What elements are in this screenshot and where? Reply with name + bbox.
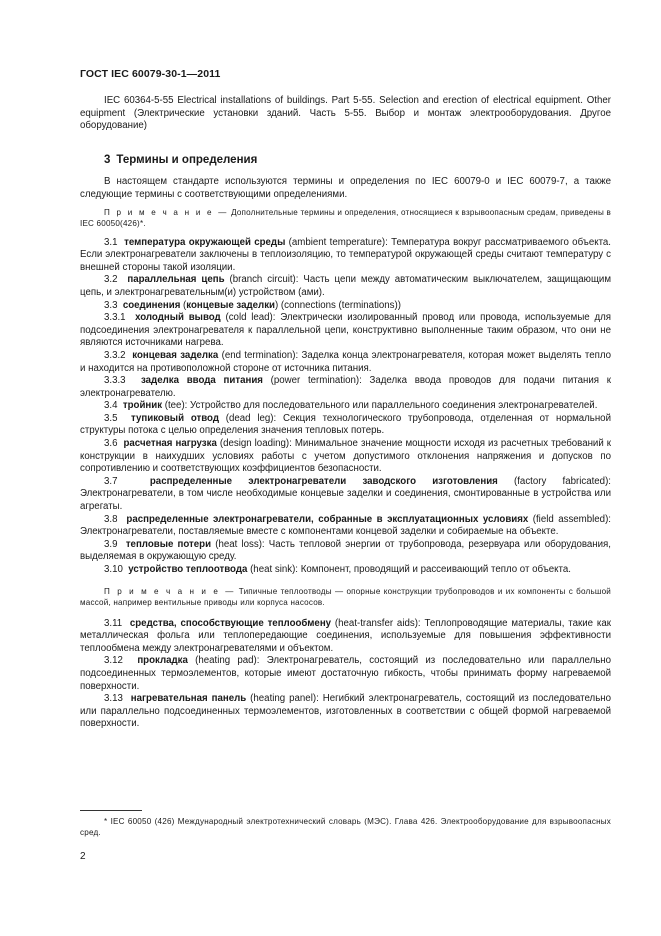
term-name: распределенные электронагреватели заводского изготовления	[149, 475, 498, 487]
term-name: заделка ввода питания	[140, 375, 263, 387]
term-name-alt: концевые заделки	[186, 299, 275, 311]
term-name: прокладка	[137, 655, 188, 667]
term-name: тройник	[122, 400, 163, 412]
term-definition: (heating panel): Негибкий электронагреватель, состоящий из последовательно или параллельно подсоединенных термоэлементов, изготовленных в соответствии с общей формой нагреваемой поверхности.	[80, 693, 611, 730]
term-number: 3.4	[104, 400, 118, 412]
term-3-11	[80, 618, 611, 656]
term-3-10	[80, 564, 611, 577]
term-name: параллельная цепь	[127, 274, 225, 286]
term-number: 3.8	[104, 513, 118, 525]
term-definition: (heat sink): Компонент, проводящий и рассеивающий тепло от объекта.	[247, 564, 571, 575]
term-definition: ) (connections (terminations))	[275, 299, 401, 311]
term-name: расчетная нагрузка	[123, 438, 217, 450]
term-definition: (heat-transfer aids): Теплопроводящие материалы, такие как металлическая фольга или теплопередающие соединения, используемые для повышения эффективности теплообмена между электронагревателями и объектом.	[80, 617, 612, 654]
note-text: Типичные теплоотводы — опорные конструкции трубопроводов и их компоненты с большой массой, например вентильные приводы или корпуса насосов.	[80, 586, 611, 607]
term-definition: (heat loss): Часть тепловой энергии от трубопровода, резервуара или оборудования, выделяемая в окружающую среду.	[80, 538, 611, 563]
term-definition: (design loading): Минимальное значение мощности исходя из расчетных требований к конструкции в наихудших условиях работы с учетом допустимого отклонения напряжения и допусков по сопротивлению и соответствующих коэффициентов безопасности.	[80, 438, 612, 475]
term-name: распределенные электронагреватели, собранные в эксплуатационных условиях	[126, 513, 529, 525]
term-3-7	[80, 476, 611, 514]
term-number: 3.6	[104, 438, 118, 450]
reference-entry: IEC 60364-5-55 Electrical installations of buildings. Part 5-55. Selection and erection of electrical equipment. Other equipment (Электрические установки зданий. Часть 5-55. Выбор и монтаж электрооборудования. Другое оборудование)	[80, 95, 611, 132]
term-number: 3.11	[104, 617, 123, 629]
term-3-3-1	[80, 312, 611, 350]
term-3-3-3	[80, 375, 611, 400]
footnote-divider	[80, 810, 142, 811]
term-name: устройство теплоотвода	[128, 564, 248, 575]
footnote: * IEC 60050 (426) Международный электротехнический словарь (МЭС). Глава 426. Электрооборудование для взрывоопасных сред.	[80, 817, 611, 838]
document-body	[80, 95, 611, 731]
term-3-2	[80, 274, 611, 299]
term-3-4	[80, 400, 611, 413]
term-3-3	[80, 300, 611, 313]
term-name: нагревательная панель	[130, 693, 247, 705]
term-name: тупиковый отвод	[131, 412, 220, 424]
term-definition: (power termination): Заделка ввода проводов для подачи питания к электронагревателю.	[80, 375, 611, 399]
term-3-6	[80, 438, 611, 476]
term-number: 3.2	[104, 274, 118, 286]
term-bracket: (	[180, 299, 187, 311]
term-number: 3.10	[104, 564, 123, 575]
term-number: 3.12	[104, 655, 123, 667]
term-number: 3.7	[104, 475, 118, 487]
term-definition: (field assembled): Электронагреватели, поставляемые вместе с компонентами концевой заделки и собираемые на объекте.	[80, 513, 611, 538]
note-2	[80, 586, 611, 608]
note-label: П р и м е ч а н и е —	[104, 586, 236, 596]
term-definition: (cold lead): Электрически изолированный провод или провода, используемые для подсоединения электронагревателя к параллельной цепи, конструктивно выполненные таким образом, что они не являются источниками нагрева.	[80, 312, 611, 349]
note-label: П р и м е ч а н и е —	[104, 207, 229, 217]
page-number: 2	[80, 851, 86, 862]
term-definition: (heating pad): Электронагреватель, состоящий из последовательно или параллельно подсоединенных термоэлементов, которые имеют достаточную гибкость, чтобы принимать форму нагреваемой поверхности.	[80, 655, 612, 692]
note-text: Дополнительные термины и определения, относящиеся к взрывоопасным средам, приведены в IEC 60050(426)*.	[80, 207, 611, 228]
term-3-12	[80, 655, 611, 693]
intro-paragraph: В настоящем стандарте используются термины и определения по IEC 60079-0 и IEC 60079-7, а также следующие термины с соответствующими определениями.	[80, 176, 611, 200]
section-number: 3	[104, 153, 111, 166]
term-definition: (branch circuit): Часть цепи между автоматическим выключателем, защищающим цепь, и электронагревательным(и) устройством (ами).	[80, 274, 611, 298]
section-title: Термины и определения	[116, 153, 258, 166]
term-name: холодный вывод	[135, 312, 221, 324]
term-3-8	[80, 514, 611, 539]
term-definition: (ambient temperature): Температура вокруг рассматриваемого объекта. Если электронагреватели заключены в теплоизоляцию, то температурой окружающей среды считают температуру с внешней стороны такой изоляции.	[80, 236, 611, 273]
term-definition: (factory fabricated): Электронагреватели, в том числе необходимые концевые заделки и соединения, смонтированные в устройства или агрегаты.	[80, 475, 611, 513]
term-3-1	[80, 237, 611, 275]
term-definition: (tee): Устройство для последовательного или параллельного соединения электронагревателей.	[162, 400, 598, 412]
term-number: 3.5	[104, 412, 118, 424]
term-number: 3.9	[104, 538, 118, 550]
section-heading	[104, 154, 611, 167]
term-name: концевая заделка	[132, 349, 219, 361]
term-3-3-2	[80, 350, 611, 375]
term-3-13	[80, 693, 611, 731]
term-definition: (end termination): Заделка конца электронагревателя, которая может выделять тепло и находится на противоположной стороне от источника питания.	[80, 349, 612, 374]
term-number: 3.3	[104, 299, 118, 311]
term-name: средства, способствующие теплообмену	[129, 617, 332, 629]
term-number: 3.3.1	[104, 312, 126, 324]
term-number: 3.13	[104, 693, 123, 705]
term-name: соединения	[122, 299, 181, 311]
note-1	[80, 207, 611, 229]
term-definition: (dead leg): Секция технологического трубопровода, отделенная от нормальной структуры потока с целью определения значения тепловых потерь.	[80, 412, 611, 437]
term-name: температура окружающей среды	[124, 236, 286, 248]
term-3-9	[80, 539, 611, 564]
term-3-5	[80, 413, 611, 438]
term-number: 3.3.2	[104, 349, 126, 361]
standard-header: ГОСТ IEC 60079-30-1—2011	[80, 68, 221, 80]
term-number: 3.3.3	[104, 375, 126, 387]
term-name: тепловые потери	[125, 538, 212, 550]
term-number: 3.1	[104, 236, 118, 248]
